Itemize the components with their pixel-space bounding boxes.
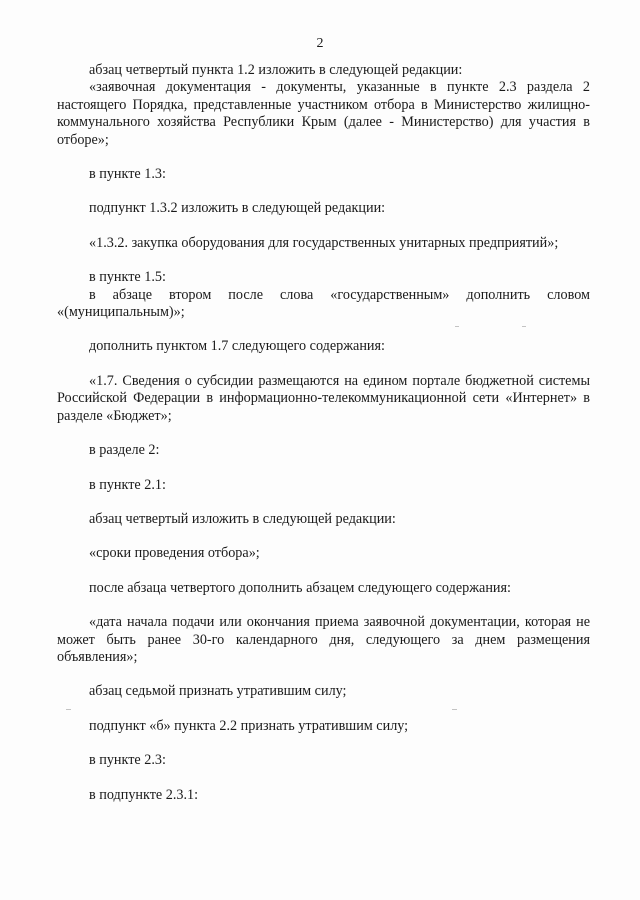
scan-speck	[522, 326, 526, 327]
paragraph-12: абзац четвертый изложить в следующей редакции:	[89, 510, 396, 527]
scan-speck	[66, 709, 71, 710]
paragraph-19: в подпункте 2.3.1:	[89, 786, 199, 803]
paragraph-15: «дата начала подачи или окончания приема заявочной документации, которая не может быть ранее 30-го календарного дня, следующего за днем размещения объявления»;	[57, 614, 590, 665]
paragraph-9: «1.7. Сведения о субсидии размещаются на едином портале бюджетной системы Российской Федерации в информационно-телекоммуникационной сети «Интернет» в разделе «Бюджет»;	[57, 372, 590, 424]
paragraph-14: после абзаца четвертого дополнить абзацем следующего содержания:	[89, 579, 511, 596]
paragraph-16: абзац седьмой признать утратившим силу;	[89, 683, 347, 700]
paragraph-5: «1.3.2. закупка оборудования для государственных унитарных предприятий»;	[89, 234, 559, 251]
paragraph-8: дополнить пунктом 1.7 следующего содержания:	[89, 338, 385, 355]
page-number: 2	[316, 36, 324, 51]
paragraph-6: в пункте 1.5:	[89, 269, 166, 286]
paragraph-1: абзац четвертый пункта 1.2 изложить в следующей редакции:	[89, 62, 463, 78]
scan-speck	[455, 326, 459, 327]
paragraph-18: в пункте 2.3:	[89, 752, 166, 769]
paragraph-4: подпункт 1.3.2 изложить в следующей редакции:	[89, 200, 386, 217]
paragraph-11: в пункте 2.1:	[89, 476, 166, 493]
paragraph-7: в абзаце втором после слова «государственным» дополнить словом «(муниципальным)»;	[57, 286, 590, 321]
paragraph-13: «сроки проведения отбора»;	[89, 545, 260, 562]
paragraph-17: подпункт «б» пункта 2.2 признать утратившим силу;	[89, 717, 409, 734]
paragraph-2: «заявочная документация - документы, указанные в пункте 2.3 раздела 2 настоящего Порядка, представленные участником отбора в Министерство жилищно-коммунального хозяйства Республики Крым (далее - Министерство) для участия в отборе»;	[57, 79, 590, 148]
scan-speck	[452, 709, 457, 710]
paragraph-3: в пункте 1.3:	[89, 166, 166, 183]
document-body	[57, 62, 590, 804]
paragraph-10: в разделе 2:	[89, 442, 160, 459]
